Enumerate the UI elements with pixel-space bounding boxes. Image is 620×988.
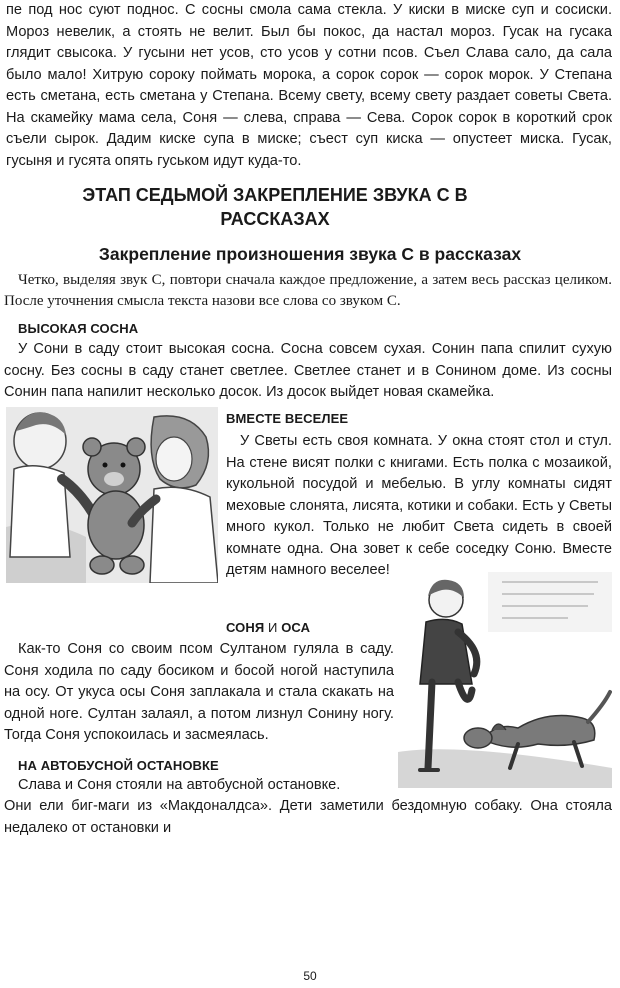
chapter-title: ЭТАП СЕДЬМОЙ ЗАКРЕПЛЕНИЕ ЗВУКА С В РАССКАЗАХ [82, 185, 468, 229]
girl-and-dog-icon [398, 572, 612, 788]
story-title-vysokaya-sosna: ВЫСОКАЯ СОСНА [18, 321, 139, 336]
top-paragraph: пе под нос суют поднос. С сосны смола сама стекла. У киски в миске суп и сосиски. Мороз невелик, а стоять не велит. Был бы покос, да настал мороз. Гусак на гусака глядит свысока. У гусыни нет усов, сто усов у сотни псов. Съел Слава сало, да сала было мало! Хитрую сороку поймать морока, а сорок сорок — сорок морок. У Степана есть сметана, есть сметана у Степана. Всему свету, всему свету раздает советы Света. На скамейку мама села, Соня — слева, справа — Сева. Сорок сорок в короткий срок съели сырок. Дадим киске супа в миске; съест суп киска — опустеет миска. Гусак, гусыня и гусята опять гуськом идут куда-то. [6, 2, 612, 169]
story-text-sonya-i-osa: Как-то Соня со своим псом Султаном гуляла в саду. Соня ходила по саду босиком и босой ногой наступила на осу. От укуса осы Соня заплакала и стала скакать на одной ноге. Султан залаял, а потом лизнул Сонину ногу. Тогда Соня успокоилась и засмеялась. [4, 641, 394, 743]
story-title-vmeste-veselee: ВМЕСТЕ ВЕСЕЛЕЕ [226, 411, 349, 426]
story-title-part-osa: ОСА [281, 620, 311, 635]
section-title: Закрепление произношения звука С в рассказах [98, 244, 522, 264]
instruction-text: Четко, выделяя звук С, повтори сначала каждое предложение, а затем весь рассказ целиком. После уточнения смысла текста назови все слова со звуком С. [4, 272, 612, 309]
children-with-teddy-bear-illustration [6, 407, 218, 583]
story-title-part-sonya: СОНЯ [226, 620, 265, 635]
story-text-na-avtobusnoy-ostanovke: Они ели биг-маги из «Макдоналдса». Дети заметили бездомную собаку. Она стояла недалеко от остановки и [4, 798, 612, 836]
story-text-line1-na-avtobusnoy-ostanovke: Слава и Соня стояли на автобусной остановке. [18, 777, 341, 793]
children-with-teddy-bear-icon [6, 407, 218, 583]
story-title-sonya-i-osa [226, 620, 310, 635]
story-title-na-avtobusnoy-ostanovke: НА АВТОБУСНОЙ ОСТАНОВКЕ [18, 758, 219, 773]
girl-and-dog-illustration [398, 572, 612, 788]
story-title-part-i: И [268, 620, 278, 635]
story-text-vysokaya-sosna: У Сони в саду стоит высокая сосна. Сосна совсем сухая. Сонин папа спилит сухую сосну. Без сосны в саду станет светлее. Светлее станет и в Сонином доме. Из сосны Сонин папа напилит несколько досок. Из досок выйдет новая скамейка. [4, 341, 612, 400]
story-text-vmeste-veselee: У Светы есть своя комната. У окна стоят стол и стул. На стене висят полки с книгами. Есть полка с мозаикой, кукольной посудой и мебелью. В углу комнаты сидят меховые слонята, лисята, котики и собаки. Есть у Светы много кукол. Только не любит Света сидеть в своей комнате одна. Она зовет к себе соседку Соню. Вместе детям намного веселее! [226, 433, 612, 578]
page-number: 50 [303, 969, 317, 983]
